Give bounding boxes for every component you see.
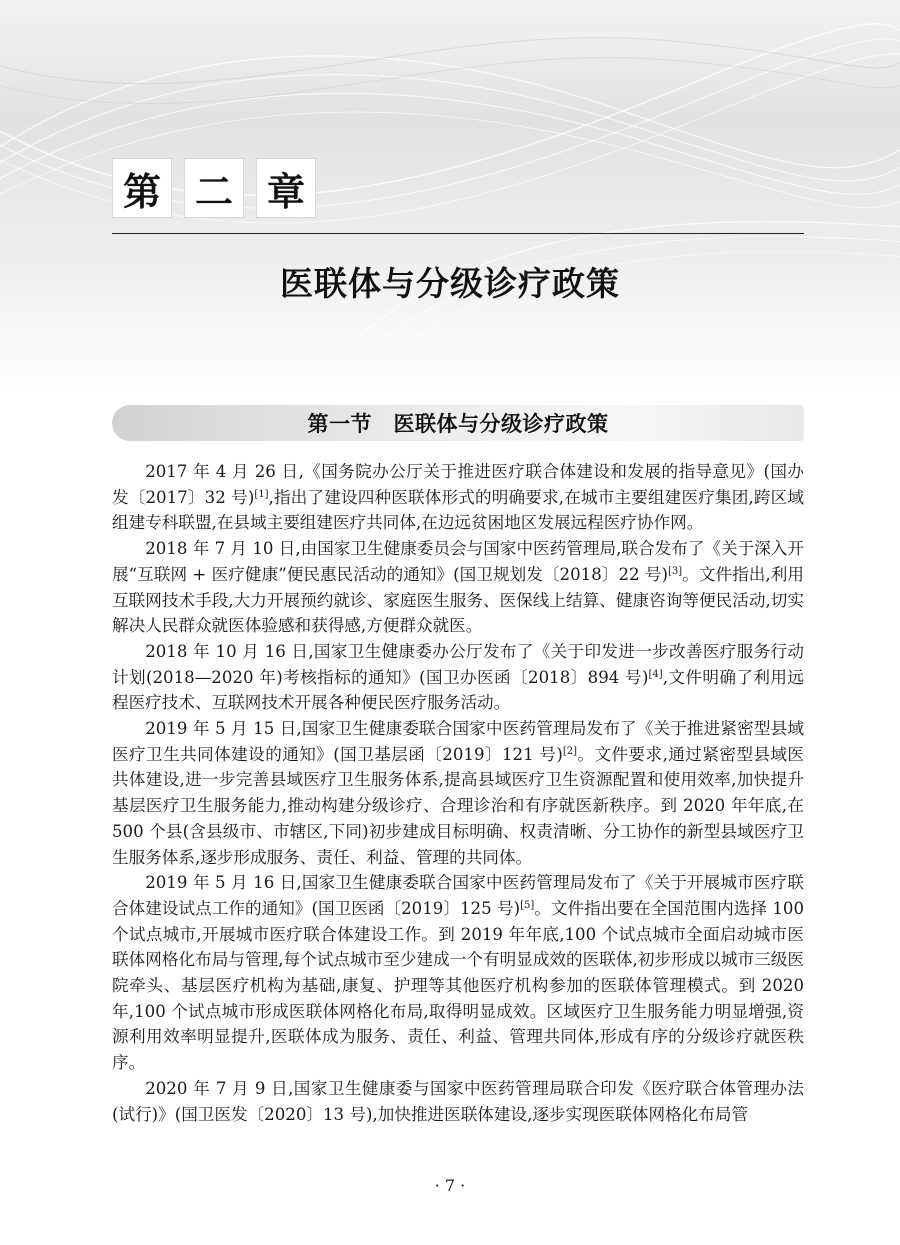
- chapter-label: [112, 158, 316, 218]
- citation-ref: [5]: [520, 899, 535, 911]
- paragraph-text: 2017 年 4 月 26 日,《国务院办公厅关于推进医疗联合体建设和发展的指导意见》(国办发〔2017〕32 号): [112, 462, 804, 507]
- citation-ref: [2]: [562, 745, 578, 757]
- paragraph: [112, 870, 804, 1076]
- paragraph: [112, 536, 804, 639]
- paragraph-text: 。文件指出,利用互联网技术手段,大力开展预约就诊、家庭医生服务、医保线上结算、健康咨询等便民活动,切实解决人民群众就医体验感和获得感,方便群众就医。: [112, 564, 804, 636]
- citation-ref: [3]: [668, 565, 683, 577]
- citation-ref: [1]: [254, 488, 269, 500]
- paragraph: [112, 716, 804, 870]
- paragraph-text: 2019 年 5 月 15 日,国家卫生健康委联合国家中医药管理局发布了《关于推进紧密型县域医疗卫生共同体建设的通知》(国卫基层函〔2019〕121 号): [112, 719, 804, 764]
- chapter-title: 医联体与分级诊疗政策: [280, 264, 620, 303]
- paragraph-text: 。文件指出要在全国范围内选择 100 个试点城市,开展城市医疗联合体建设工作。到 2019 年年底,100 个试点城市全面启动城市医联体网格化布局与管理,每个试点城市至少建成一个有明显成效的医联体,初步形成以城市三级医院牵头、基层医疗机构为基础,康复、护理等其他医疗机构参加的医联体管理模式。到 2020 年,100 个试点城市形成医联体网格化布局,取得明显成效。区域医疗卫生服务能力明显增强,资源利用效率明显提升,医联体成为服务、责任、利益、管理共同体,形成有序的分级诊疗就医秩序。: [112, 898, 805, 1073]
- paragraph-text: ,指出了建设四种医联体形式的明确要求,在城市主要组建医疗集团,跨区域组建专科联盟,在县域主要组建医疗共同体,在边远贫困地区发展远程医疗协作网。: [112, 487, 805, 533]
- citation-ref: [4]: [648, 668, 663, 680]
- paragraph: [112, 459, 804, 536]
- chapter-char-box: 章: [256, 158, 316, 218]
- body-text: [112, 459, 804, 1127]
- chapter-divider: [112, 233, 804, 234]
- page-number: · 7 ·: [434, 1176, 466, 1195]
- paragraph: [112, 639, 804, 716]
- paragraph-text: 2018 年 7 月 10 日,由国家卫生健康委员会与国家中医药管理局,联合发布了《关于深入开展“互联网 + 医疗健康”便民惠民活动的通知》(国卫规划发〔2018〕22 号): [112, 539, 804, 584]
- paragraph-text: 2018 年 10 月 16 日,国家卫生健康委办公厅发布了《关于印发进一步改善医疗服务行动计划(2018—2020 年)考核指标的通知》(国卫办医函〔2018〕894 号): [112, 641, 804, 687]
- paragraph-text: 2020 年 7 月 9 日,国家卫生健康委与国家中医药管理局联合印发《医疗联合体管理办法(试行)》(国卫医发〔2020〕13 号),加快推进医联体建设,逐步实现医联体网格化布局管: [112, 1078, 804, 1124]
- paragraph-text: 2019 年 5 月 16 日,国家卫生健康委联合国家中医药管理局发布了《关于开展城市医疗联合体建设试点工作的通知》(国卫医函〔2019〕125 号): [112, 873, 804, 918]
- chapter-char-box: 二: [184, 158, 244, 218]
- paragraph-text: ,文件明确了利用远程医疗技术、互联网技术开展各种便民医疗服务活动。: [112, 667, 804, 713]
- chapter-char-box: 第: [112, 158, 172, 218]
- section-heading-bar: [112, 405, 804, 441]
- paragraph-text: 。文件要求,通过紧密型县域医共体建设,进一步完善县域医疗卫生服务体系,提高县域医疗卫生资源配置和使用效率,加快提升基层医疗卫生服务能力,推动构建分级诊疗、合理诊治和有序就医新秩序。到 2020 年年底,在 500 个县(含县级市、市辖区,下同)初步建成目标明确、权责清晰、分工协作的新型县域医疗卫生服务体系,逐步形成服务、责任、利益、管理的共同体。: [112, 744, 805, 867]
- section-title: 第一节 医联体与分级诊疗政策: [307, 411, 609, 436]
- paragraph: [112, 1076, 804, 1127]
